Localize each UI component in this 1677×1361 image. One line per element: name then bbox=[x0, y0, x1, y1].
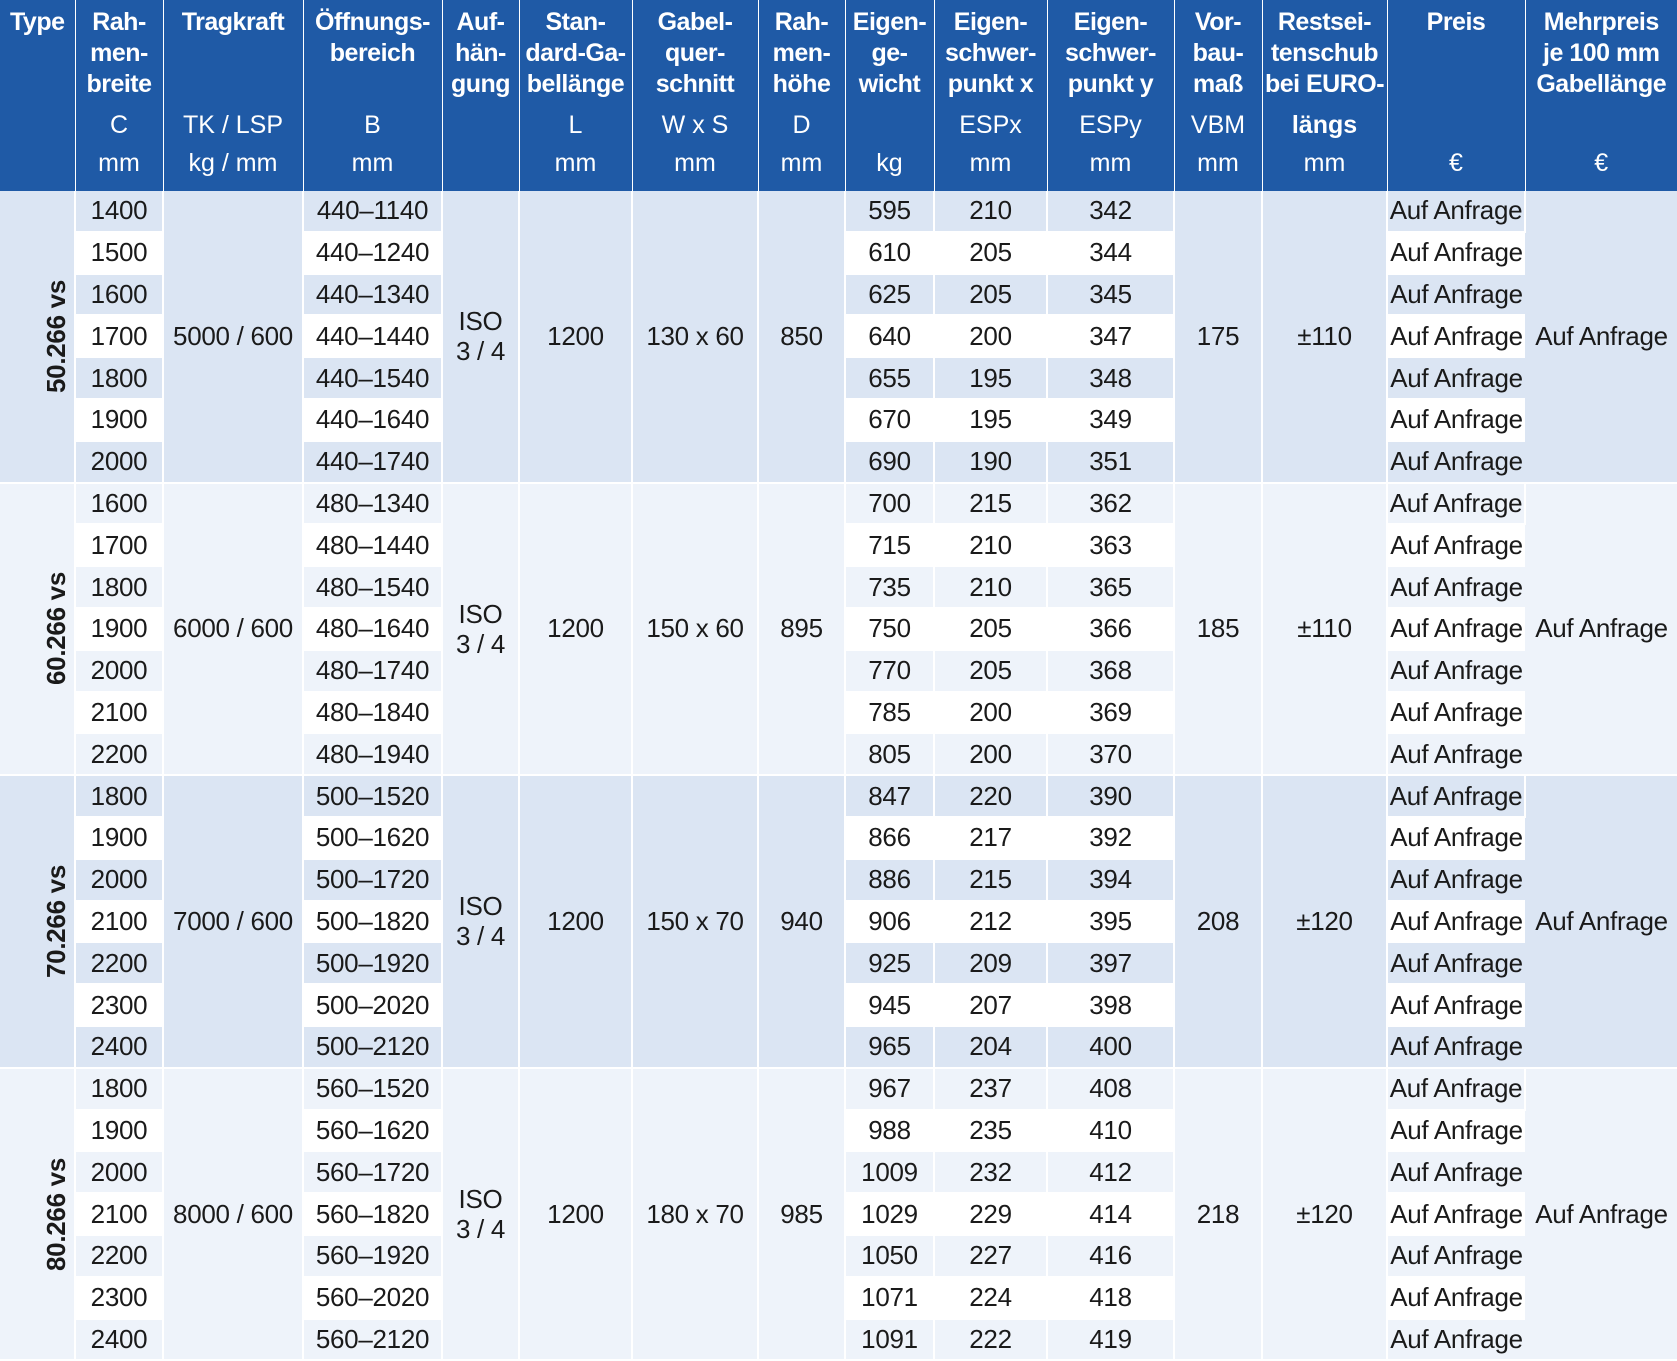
cell-eigengewicht: 1009 bbox=[845, 1151, 934, 1193]
cell-oeffnungsbereich: 560–1920 bbox=[303, 1235, 442, 1277]
cell-eigengewicht: 770 bbox=[845, 650, 934, 692]
header-unit: mm bbox=[759, 148, 845, 178]
cell-preis: Auf Anfrage bbox=[1387, 232, 1525, 274]
cell-mehrpreis: Auf Anfrage bbox=[1525, 775, 1677, 1068]
cell-gabellaenge: 1200 bbox=[519, 483, 632, 776]
header-unit: mm bbox=[633, 148, 758, 178]
cell-schwerpunkt-y: 400 bbox=[1047, 1026, 1174, 1068]
cell-eigengewicht: 847 bbox=[845, 775, 934, 817]
cell-schwerpunkt-y: 369 bbox=[1047, 692, 1174, 734]
header-vorbaumass bbox=[1174, 0, 1262, 191]
header-label: Eigen- schwer- punkt y bbox=[1065, 0, 1156, 100]
cell-eigengewicht: 1071 bbox=[845, 1277, 934, 1319]
cell-rahmenbreite: 2100 bbox=[75, 692, 163, 734]
cell-rahmenbreite: 2300 bbox=[75, 1277, 163, 1319]
cell-preis: Auf Anfrage bbox=[1387, 399, 1525, 441]
type-label: 70.266 vs bbox=[41, 865, 72, 978]
cell-schwerpunkt-y: 408 bbox=[1047, 1068, 1174, 1110]
cell-restseitenschub: ±110 bbox=[1262, 191, 1387, 483]
header-rahmenhoehe bbox=[758, 0, 845, 191]
cell-eigengewicht: 715 bbox=[845, 524, 934, 566]
cell-schwerpunkt-y: 344 bbox=[1047, 232, 1174, 274]
cell-eigengewicht: 700 bbox=[845, 483, 934, 525]
header-label: Auf- hän- gung bbox=[451, 0, 510, 100]
header-symbol: ESPy bbox=[1048, 110, 1174, 140]
cell-preis: Auf Anfrage bbox=[1387, 817, 1525, 859]
header-symbol: B bbox=[304, 110, 442, 140]
header-symbol: ESPx bbox=[935, 110, 1047, 140]
cell-schwerpunkt-y: 419 bbox=[1047, 1319, 1174, 1361]
cell-schwerpunkt-x: 200 bbox=[934, 733, 1047, 775]
header-label: Tragkraft bbox=[182, 0, 284, 38]
cell-preis: Auf Anfrage bbox=[1387, 315, 1525, 357]
header-unit: € bbox=[1388, 148, 1525, 178]
cell-rahmenbreite: 2000 bbox=[75, 1151, 163, 1193]
cell-querschnitt: 150 x 60 bbox=[632, 483, 758, 776]
type-group bbox=[0, 775, 1677, 1068]
cell-rahmenbreite: 2200 bbox=[75, 942, 163, 984]
header-label: Stan- dard-Ga- bellänge bbox=[525, 0, 625, 100]
type-label: 80.266 vs bbox=[41, 1158, 72, 1271]
cell-rahmenbreite: 1700 bbox=[75, 315, 163, 357]
type-label: 50.266 vs bbox=[41, 280, 72, 393]
cell-eigengewicht: 785 bbox=[845, 692, 934, 734]
cell-schwerpunkt-x: 210 bbox=[934, 566, 1047, 608]
cell-oeffnungsbereich: 480–1740 bbox=[303, 650, 442, 692]
cell-rahmenbreite: 1800 bbox=[75, 775, 163, 817]
table-row bbox=[0, 191, 1677, 232]
cell-oeffnungsbereich: 480–1340 bbox=[303, 483, 442, 525]
cell-eigengewicht: 1050 bbox=[845, 1235, 934, 1277]
cell-oeffnungsbereich: 440–1640 bbox=[303, 399, 442, 441]
header-label: Rah- men- höhe bbox=[773, 0, 831, 100]
cell-aufhaengung bbox=[442, 775, 519, 1068]
cell-querschnitt: 130 x 60 bbox=[632, 191, 758, 483]
cell-oeffnungsbereich: 500–1720 bbox=[303, 859, 442, 901]
cell-oeffnungsbereich: 500–2120 bbox=[303, 1026, 442, 1068]
cell-schwerpunkt-x: 215 bbox=[934, 859, 1047, 901]
cell-preis: Auf Anfrage bbox=[1387, 1068, 1525, 1110]
header-unit: mm bbox=[304, 148, 442, 178]
cell-schwerpunkt-y: 392 bbox=[1047, 817, 1174, 859]
cell-schwerpunkt-x: 222 bbox=[934, 1319, 1047, 1361]
header-row bbox=[0, 0, 1677, 191]
cell-oeffnungsbereich: 440–1540 bbox=[303, 357, 442, 399]
cell-rahmenbreite: 1900 bbox=[75, 817, 163, 859]
cell-rahmenbreite: 2100 bbox=[75, 1193, 163, 1235]
cell-schwerpunkt-y: 368 bbox=[1047, 650, 1174, 692]
cell-schwerpunkt-x: 209 bbox=[934, 942, 1047, 984]
cell-oeffnungsbereich: 500–1820 bbox=[303, 901, 442, 943]
cell-schwerpunkt-y: 362 bbox=[1047, 483, 1174, 525]
cell-preis: Auf Anfrage bbox=[1387, 441, 1525, 483]
header-unit: € bbox=[1526, 148, 1677, 178]
cell-schwerpunkt-y: 410 bbox=[1047, 1110, 1174, 1152]
cell-rahmenbreite: 2100 bbox=[75, 901, 163, 943]
cell-vbm: 185 bbox=[1174, 483, 1262, 776]
type-cell bbox=[0, 1068, 75, 1361]
cell-schwerpunkt-y: 348 bbox=[1047, 357, 1174, 399]
cell-schwerpunkt-x: 200 bbox=[934, 692, 1047, 734]
cell-schwerpunkt-y: 394 bbox=[1047, 859, 1174, 901]
cell-schwerpunkt-x: 205 bbox=[934, 650, 1047, 692]
cell-schwerpunkt-y: 418 bbox=[1047, 1277, 1174, 1319]
cell-eigengewicht: 670 bbox=[845, 399, 934, 441]
header-symbol: C bbox=[76, 110, 163, 140]
cell-schwerpunkt-x: 227 bbox=[934, 1235, 1047, 1277]
cell-oeffnungsbereich: 500–1620 bbox=[303, 817, 442, 859]
cell-eigengewicht: 690 bbox=[845, 441, 934, 483]
cell-schwerpunkt-x: 212 bbox=[934, 901, 1047, 943]
cell-rahmenbreite: 2200 bbox=[75, 1235, 163, 1277]
cell-schwerpunkt-x: 215 bbox=[934, 483, 1047, 525]
cell-eigengewicht: 967 bbox=[845, 1068, 934, 1110]
cell-preis: Auf Anfrage bbox=[1387, 608, 1525, 650]
header-unit: kg / mm bbox=[164, 148, 303, 178]
cell-aufhaengung bbox=[442, 483, 519, 776]
cell-schwerpunkt-x: 204 bbox=[934, 1026, 1047, 1068]
header-label: Eigen- ge- wicht bbox=[853, 0, 926, 100]
cell-schwerpunkt-x: 232 bbox=[934, 1151, 1047, 1193]
cell-rahmenbreite: 1800 bbox=[75, 357, 163, 399]
cell-tragkraft: 6000 / 600 bbox=[163, 483, 303, 776]
cell-schwerpunkt-x: 220 bbox=[934, 775, 1047, 817]
cell-preis: Auf Anfrage bbox=[1387, 191, 1525, 232]
cell-preis: Auf Anfrage bbox=[1387, 357, 1525, 399]
cell-oeffnungsbereich: 500–1920 bbox=[303, 942, 442, 984]
cell-aufhaengung bbox=[442, 1068, 519, 1361]
aufhaengung-value: ISO 3 / 4 bbox=[443, 306, 518, 366]
cell-schwerpunkt-x: 205 bbox=[934, 232, 1047, 274]
cell-schwerpunkt-y: 366 bbox=[1047, 608, 1174, 650]
cell-oeffnungsbereich: 440–1140 bbox=[303, 191, 442, 232]
header-unit: mm bbox=[935, 148, 1047, 178]
cell-schwerpunkt-x: 217 bbox=[934, 817, 1047, 859]
cell-rahmenbreite: 2000 bbox=[75, 859, 163, 901]
type-cell bbox=[0, 483, 75, 776]
cell-preis: Auf Anfrage bbox=[1387, 274, 1525, 316]
cell-eigengewicht: 945 bbox=[845, 984, 934, 1026]
aufhaengung-value: ISO 3 / 4 bbox=[443, 599, 518, 659]
cell-oeffnungsbereich: 480–1840 bbox=[303, 692, 442, 734]
cell-schwerpunkt-y: 416 bbox=[1047, 1235, 1174, 1277]
type-group bbox=[0, 191, 1677, 483]
cell-preis: Auf Anfrage bbox=[1387, 524, 1525, 566]
header-tragkraft bbox=[163, 0, 303, 191]
cell-aufhaengung bbox=[442, 191, 519, 483]
cell-schwerpunkt-y: 397 bbox=[1047, 942, 1174, 984]
cell-schwerpunkt-x: 229 bbox=[934, 1193, 1047, 1235]
cell-vbm: 175 bbox=[1174, 191, 1262, 483]
cell-rahmenbreite: 1800 bbox=[75, 566, 163, 608]
cell-schwerpunkt-y: 414 bbox=[1047, 1193, 1174, 1235]
cell-tragkraft: 8000 / 600 bbox=[163, 1068, 303, 1361]
table-row bbox=[0, 775, 1677, 817]
cell-preis: Auf Anfrage bbox=[1387, 650, 1525, 692]
header-gabelquerschnitt bbox=[632, 0, 758, 191]
header-symbol: W x S bbox=[633, 110, 758, 140]
cell-oeffnungsbereich: 560–1520 bbox=[303, 1068, 442, 1110]
type-group bbox=[0, 1068, 1677, 1361]
cell-schwerpunkt-x: 200 bbox=[934, 315, 1047, 357]
table-row bbox=[0, 483, 1677, 525]
header-unit: mm bbox=[520, 148, 632, 178]
cell-oeffnungsbereich: 560–1620 bbox=[303, 1110, 442, 1152]
cell-preis: Auf Anfrage bbox=[1387, 1110, 1525, 1152]
cell-querschnitt: 150 x 70 bbox=[632, 775, 758, 1068]
cell-rahmenbreite: 1700 bbox=[75, 524, 163, 566]
cell-schwerpunkt-x: 237 bbox=[934, 1068, 1047, 1110]
cell-eigengewicht: 595 bbox=[845, 191, 934, 232]
cell-rahmenbreite: 1400 bbox=[75, 191, 163, 232]
cell-rahmenbreite: 1900 bbox=[75, 1110, 163, 1152]
header-label: Restsei- tenschub bei EURO- bbox=[1265, 0, 1384, 100]
cell-vbm: 218 bbox=[1174, 1068, 1262, 1361]
cell-schwerpunkt-x: 195 bbox=[934, 357, 1047, 399]
cell-rahmenbreite: 1600 bbox=[75, 483, 163, 525]
header-symbol: D bbox=[759, 110, 845, 140]
cell-oeffnungsbereich: 500–2020 bbox=[303, 984, 442, 1026]
cell-eigengewicht: 750 bbox=[845, 608, 934, 650]
table-row bbox=[0, 1068, 1677, 1110]
header-gabellaenge bbox=[519, 0, 632, 191]
header-label: Mehrpreis je 100 mm Gabellänge bbox=[1536, 0, 1666, 100]
cell-preis: Auf Anfrage bbox=[1387, 1026, 1525, 1068]
cell-preis: Auf Anfrage bbox=[1387, 1193, 1525, 1235]
cell-rahmenbreite: 2400 bbox=[75, 1026, 163, 1068]
cell-preis: Auf Anfrage bbox=[1387, 984, 1525, 1026]
cell-rahmenbreite: 2300 bbox=[75, 984, 163, 1026]
header-label: Preis bbox=[1427, 0, 1486, 38]
header-unit: mm bbox=[1048, 148, 1174, 178]
cell-schwerpunkt-x: 210 bbox=[934, 524, 1047, 566]
cell-eigengewicht: 886 bbox=[845, 859, 934, 901]
type-group bbox=[0, 483, 1677, 776]
cell-oeffnungsbereich: 440–1740 bbox=[303, 441, 442, 483]
cell-hoehe: 985 bbox=[758, 1068, 845, 1361]
header-rahmenbreite bbox=[75, 0, 163, 191]
cell-mehrpreis: Auf Anfrage bbox=[1525, 483, 1677, 776]
cell-tragkraft: 5000 / 600 bbox=[163, 191, 303, 483]
cell-rahmenbreite: 2400 bbox=[75, 1319, 163, 1361]
cell-schwerpunkt-y: 412 bbox=[1047, 1151, 1174, 1193]
cell-oeffnungsbereich: 480–1540 bbox=[303, 566, 442, 608]
cell-preis: Auf Anfrage bbox=[1387, 566, 1525, 608]
header-label: Öffnungs- bereich bbox=[315, 0, 430, 69]
type-cell bbox=[0, 191, 75, 483]
header-unit: kg bbox=[846, 148, 934, 178]
header-restseitenschub bbox=[1262, 0, 1387, 191]
cell-eigengewicht: 625 bbox=[845, 274, 934, 316]
cell-gabellaenge: 1200 bbox=[519, 191, 632, 483]
aufhaengung-value: ISO 3 / 4 bbox=[443, 1184, 518, 1244]
cell-eigengewicht: 640 bbox=[845, 315, 934, 357]
cell-eigengewicht: 610 bbox=[845, 232, 934, 274]
header-type bbox=[0, 0, 75, 191]
cell-vbm: 208 bbox=[1174, 775, 1262, 1068]
cell-oeffnungsbereich: 560–2020 bbox=[303, 1277, 442, 1319]
cell-tragkraft: 7000 / 600 bbox=[163, 775, 303, 1068]
header-eigengewicht bbox=[845, 0, 934, 191]
cell-schwerpunkt-x: 190 bbox=[934, 441, 1047, 483]
cell-hoehe: 895 bbox=[758, 483, 845, 776]
cell-schwerpunkt-y: 345 bbox=[1047, 274, 1174, 316]
cell-eigengewicht: 988 bbox=[845, 1110, 934, 1152]
cell-hoehe: 850 bbox=[758, 191, 845, 483]
cell-preis: Auf Anfrage bbox=[1387, 859, 1525, 901]
cell-schwerpunkt-x: 207 bbox=[934, 984, 1047, 1026]
cell-eigengewicht: 866 bbox=[845, 817, 934, 859]
cell-rahmenbreite: 1900 bbox=[75, 399, 163, 441]
cell-oeffnungsbereich: 560–2120 bbox=[303, 1319, 442, 1361]
type-label: 60.266 vs bbox=[41, 572, 72, 685]
cell-eigengewicht: 805 bbox=[845, 733, 934, 775]
header-label: Gabel- quer- schnitt bbox=[656, 0, 734, 100]
cell-eigengewicht: 925 bbox=[845, 942, 934, 984]
header-label: Eigen- schwer- punkt x bbox=[945, 0, 1036, 100]
cell-preis: Auf Anfrage bbox=[1387, 901, 1525, 943]
header-symbol: VBM bbox=[1175, 110, 1262, 140]
cell-schwerpunkt-x: 205 bbox=[934, 274, 1047, 316]
type-cell bbox=[0, 775, 75, 1068]
cell-restseitenschub: ±110 bbox=[1262, 483, 1387, 776]
cell-oeffnungsbereich: 480–1440 bbox=[303, 524, 442, 566]
cell-preis: Auf Anfrage bbox=[1387, 1277, 1525, 1319]
cell-schwerpunkt-y: 363 bbox=[1047, 524, 1174, 566]
cell-oeffnungsbereich: 480–1640 bbox=[303, 608, 442, 650]
cell-schwerpunkt-y: 370 bbox=[1047, 733, 1174, 775]
cell-preis: Auf Anfrage bbox=[1387, 733, 1525, 775]
cell-preis: Auf Anfrage bbox=[1387, 1319, 1525, 1361]
cell-eigengewicht: 1029 bbox=[845, 1193, 934, 1235]
cell-oeffnungsbereich: 440–1340 bbox=[303, 274, 442, 316]
header-schwerpunkt-x bbox=[934, 0, 1047, 191]
cell-schwerpunkt-x: 205 bbox=[934, 608, 1047, 650]
header-unit: mm bbox=[76, 148, 163, 178]
cell-preis: Auf Anfrage bbox=[1387, 1151, 1525, 1193]
cell-gabellaenge: 1200 bbox=[519, 1068, 632, 1361]
cell-eigengewicht: 906 bbox=[845, 901, 934, 943]
cell-preis: Auf Anfrage bbox=[1387, 1235, 1525, 1277]
header-symbol: TK / LSP bbox=[164, 110, 303, 140]
cell-rahmenbreite: 1900 bbox=[75, 608, 163, 650]
header-label: Rah- men- breite bbox=[86, 0, 151, 100]
cell-rahmenbreite: 2000 bbox=[75, 650, 163, 692]
cell-schwerpunkt-y: 398 bbox=[1047, 984, 1174, 1026]
header-aufhaengung bbox=[442, 0, 519, 191]
cell-schwerpunkt-x: 210 bbox=[934, 191, 1047, 232]
cell-oeffnungsbereich: 560–1820 bbox=[303, 1193, 442, 1235]
cell-rahmenbreite: 1500 bbox=[75, 232, 163, 274]
cell-schwerpunkt-y: 342 bbox=[1047, 191, 1174, 232]
cell-preis: Auf Anfrage bbox=[1387, 483, 1525, 525]
cell-schwerpunkt-x: 224 bbox=[934, 1277, 1047, 1319]
cell-rahmenbreite: 2200 bbox=[75, 733, 163, 775]
header-mehrpreis bbox=[1525, 0, 1677, 191]
cell-querschnitt: 180 x 70 bbox=[632, 1068, 758, 1361]
cell-restseitenschub: ±120 bbox=[1262, 775, 1387, 1068]
cell-schwerpunkt-x: 235 bbox=[934, 1110, 1047, 1152]
cell-eigengewicht: 1091 bbox=[845, 1319, 934, 1361]
cell-mehrpreis: Auf Anfrage bbox=[1525, 191, 1677, 483]
header-oeffnungsbereich bbox=[303, 0, 442, 191]
cell-schwerpunkt-y: 365 bbox=[1047, 566, 1174, 608]
header-preis bbox=[1387, 0, 1525, 191]
cell-oeffnungsbereich: 560–1720 bbox=[303, 1151, 442, 1193]
cell-preis: Auf Anfrage bbox=[1387, 942, 1525, 984]
cell-restseitenschub: ±120 bbox=[1262, 1068, 1387, 1361]
header-unit: mm bbox=[1263, 148, 1387, 178]
cell-hoehe: 940 bbox=[758, 775, 845, 1068]
cell-preis: Auf Anfrage bbox=[1387, 775, 1525, 817]
header-unit: mm bbox=[1175, 148, 1262, 178]
cell-schwerpunkt-y: 390 bbox=[1047, 775, 1174, 817]
cell-gabellaenge: 1200 bbox=[519, 775, 632, 1068]
header-label: Vor- bau- maß bbox=[1193, 0, 1244, 100]
cell-rahmenbreite: 1600 bbox=[75, 274, 163, 316]
cell-oeffnungsbereich: 440–1440 bbox=[303, 315, 442, 357]
header-symbol: längs bbox=[1263, 110, 1387, 140]
cell-schwerpunkt-x: 195 bbox=[934, 399, 1047, 441]
cell-oeffnungsbereich: 500–1520 bbox=[303, 775, 442, 817]
header-symbol: L bbox=[520, 110, 632, 140]
cell-schwerpunkt-y: 349 bbox=[1047, 399, 1174, 441]
cell-rahmenbreite: 1800 bbox=[75, 1068, 163, 1110]
cell-oeffnungsbereich: 480–1940 bbox=[303, 733, 442, 775]
header-label: Type bbox=[10, 0, 65, 38]
cell-schwerpunkt-y: 347 bbox=[1047, 315, 1174, 357]
header-schwerpunkt-y bbox=[1047, 0, 1174, 191]
cell-schwerpunkt-y: 395 bbox=[1047, 901, 1174, 943]
cell-eigengewicht: 965 bbox=[845, 1026, 934, 1068]
cell-schwerpunkt-y: 351 bbox=[1047, 441, 1174, 483]
cell-rahmenbreite: 2000 bbox=[75, 441, 163, 483]
cell-preis: Auf Anfrage bbox=[1387, 692, 1525, 734]
cell-mehrpreis: Auf Anfrage bbox=[1525, 1068, 1677, 1361]
cell-oeffnungsbereich: 440–1240 bbox=[303, 232, 442, 274]
aufhaengung-value: ISO 3 / 4 bbox=[443, 891, 518, 951]
cell-eigengewicht: 655 bbox=[845, 357, 934, 399]
cell-eigengewicht: 735 bbox=[845, 566, 934, 608]
